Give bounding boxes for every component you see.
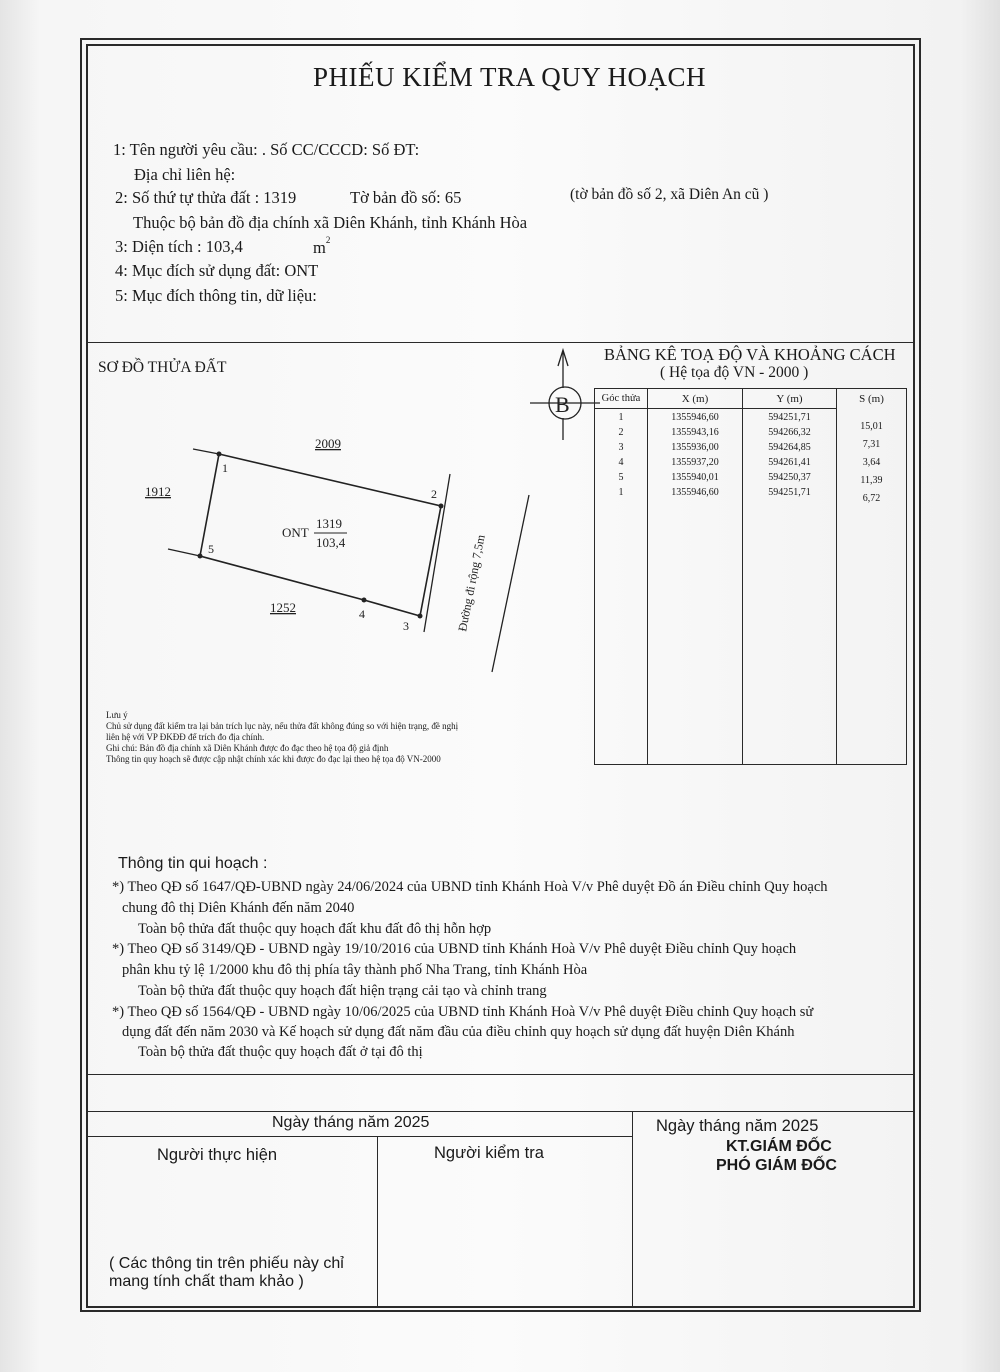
neighbor-label-bottom: 1252 bbox=[270, 600, 296, 615]
table-cell: 7,31 bbox=[862, 438, 881, 450]
notes-title: Lưu ý bbox=[106, 710, 128, 720]
notes-line-2: liên hệ với VP ĐKĐĐ để trích đo địa chính. bbox=[106, 732, 265, 742]
table-cell: 6,72 bbox=[862, 492, 881, 504]
table-cell: 594250,37 bbox=[768, 472, 811, 483]
road-edge-2 bbox=[492, 495, 529, 672]
table-cell: 3,64 bbox=[862, 456, 881, 468]
table-row: 5 bbox=[618, 472, 624, 483]
parcel-area-label: 103,4 bbox=[316, 535, 346, 550]
table-cell: 11,39 bbox=[860, 474, 883, 486]
planning-p1-line-a: *) Theo QĐ số 1647/QĐ-UBND ngày 24/06/2024 của UBND tỉnh Khánh Hoà V/v Phê duyệt Đồ án Điều chỉnh Quy hoạch bbox=[112, 879, 828, 895]
signature-divider-2 bbox=[632, 1111, 633, 1308]
neighbor-label-top: 2009 bbox=[315, 436, 341, 451]
planning-separator bbox=[86, 1074, 915, 1075]
address-line: Địa chỉ liên hệ: bbox=[134, 165, 236, 184]
parcel-number-label: 1319 bbox=[316, 516, 342, 531]
signature-divider-1 bbox=[377, 1136, 378, 1308]
table-row: 3 bbox=[618, 442, 624, 453]
planning-p2-line-b: phân khu tỷ lệ 1/2000 khu đô thị phía tây thành phố Nha Trang, tỉnh Khánh Hòa bbox=[122, 962, 588, 978]
planning-p3-line-c: Toàn bộ thửa đất thuộc quy hoạch đất ở tại đô thị bbox=[138, 1044, 423, 1060]
disclaimer-line-1: ( Các thông tin trên phiếu này chỉ bbox=[109, 1255, 344, 1272]
vertex-label-3: 3 bbox=[403, 619, 409, 633]
table-cell: 594264,85 bbox=[768, 442, 811, 453]
table-row: 2 bbox=[618, 427, 624, 438]
coord-col-s bbox=[837, 409, 907, 765]
table-cell: 1355936,00 bbox=[671, 442, 719, 453]
signature-date-left: Ngày tháng năm 2025 bbox=[272, 1114, 430, 1131]
coord-header-x: X (m) bbox=[648, 389, 743, 409]
neighbor-line-left bbox=[168, 549, 200, 556]
planning-p1-line-b: chung đô thị Diên Khánh đến năm 2040 bbox=[122, 900, 355, 916]
requester-line: 1: Tên người yêu cầu: . Số CC/CCCD: Số ĐT: bbox=[113, 140, 420, 159]
neighbor-label-left: 1912 bbox=[145, 484, 171, 499]
coord-col-x bbox=[648, 409, 743, 765]
planning-p2-line-c: Toàn bộ thửa đất thuộc quy hoạch đất hiện trạng cải tạo và chỉnh trang bbox=[138, 983, 547, 999]
vertex-dot-2 bbox=[439, 504, 444, 509]
coord-col-corner bbox=[595, 409, 648, 765]
land-type-label: ONT bbox=[282, 525, 309, 540]
vertex-label-1: 1 bbox=[222, 461, 228, 475]
road-label: Đường đi rộng 7,5m bbox=[455, 533, 488, 633]
director-title-2: PHÓ GIÁM ĐỐC bbox=[716, 1157, 837, 1174]
notes-line-4: Thông tin quy hoạch sẽ được cập nhật chính xác khi được đo đạc lại theo hệ tọa độ VN-2000 bbox=[106, 754, 441, 764]
area-line: 3: Diện tích : 103,4 bbox=[115, 237, 243, 256]
planning-p3-line-a: *) Theo QĐ số 1564/QĐ - UBND ngày 10/06/2025 của UBND tỉnh Khánh Hoà V/v Phê duyệt Điều chỉnh Quy hoạch sử bbox=[112, 1004, 814, 1020]
road-edge-1 bbox=[424, 474, 450, 632]
vertex-label-2: 2 bbox=[431, 487, 437, 501]
coord-table-subtitle: ( Hệ tọa độ VN - 2000 ) bbox=[660, 364, 809, 381]
vertex-label-4: 4 bbox=[359, 607, 365, 621]
neighbor-line-top bbox=[193, 449, 219, 454]
vertex-dot-3 bbox=[418, 614, 423, 619]
table-cell: 594261,41 bbox=[768, 457, 811, 468]
planning-heading: Thông tin qui hoạch : bbox=[118, 855, 268, 872]
coord-table-title: BẢNG KÊ TOẠ ĐỘ VÀ KHOẢNG CÁCH bbox=[604, 345, 896, 364]
coord-body-row bbox=[595, 409, 907, 765]
table-cell: 594251,71 bbox=[768, 412, 811, 423]
signature-date-separator bbox=[86, 1136, 632, 1137]
table-cell: 1355937,20 bbox=[671, 457, 719, 468]
coord-header-corner: Góc thửa bbox=[595, 389, 648, 409]
table-cell: 594251,71 bbox=[768, 487, 811, 498]
table-cell: 1355940,01 bbox=[671, 472, 719, 483]
performer-label: Người thực hiện bbox=[157, 1146, 278, 1164]
table-cell: 1355943,16 bbox=[671, 427, 719, 438]
coord-table bbox=[594, 388, 907, 765]
coord-col-y bbox=[743, 409, 837, 765]
vertex-label-5: 5 bbox=[208, 542, 214, 556]
notes-block bbox=[106, 710, 458, 765]
signature-date-right: Ngày tháng năm 2025 bbox=[656, 1117, 819, 1135]
info-purpose-line: 5: Mục đích thông tin, dữ liệu: bbox=[115, 286, 317, 305]
disclaimer-line-2: mang tính chất tham khảo ) bbox=[109, 1273, 304, 1290]
table-row: 1 bbox=[618, 412, 624, 423]
area-unit: $m^2$ bbox=[313, 234, 331, 257]
table-row: 4 bbox=[618, 457, 624, 468]
vertex-dot-4 bbox=[362, 598, 367, 603]
diagram-heading: SƠ ĐỒ THỬA ĐẤT bbox=[98, 359, 227, 376]
document-title: PHIẾU KIỂM TRA QUY HOẠCH bbox=[313, 62, 707, 92]
table-row: 1 bbox=[618, 487, 624, 498]
table-cell: 15,01 bbox=[860, 420, 883, 432]
coord-header-y: Y (m) bbox=[743, 389, 837, 409]
planning-p2-line-a: *) Theo QĐ số 3149/QĐ - UBND ngày 19/10/2016 của UBND tỉnh Khánh Hoà V/v Phê duyệt Điều chỉnh Quy hoạch bbox=[112, 941, 797, 957]
planning-p1-line-c: Toàn bộ thửa đất thuộc quy hoạch đất khu đất đô thị hỗn hợp bbox=[138, 921, 492, 937]
notes-line-3: Ghi chú: Bản đồ địa chính xã Diên Khánh được đo đạc theo hệ tọa độ giả định bbox=[106, 743, 389, 753]
land-use-purpose-line: 4: Mục đích sử dụng đất: ONT bbox=[115, 261, 319, 280]
signature-top-separator bbox=[86, 1111, 915, 1112]
vertex-dot-5 bbox=[198, 554, 203, 559]
vertex-dot-1 bbox=[217, 452, 222, 457]
coord-header-s: S (m) bbox=[837, 389, 907, 409]
table-cell: 1355946,60 bbox=[671, 487, 719, 498]
north-label: B bbox=[555, 392, 570, 417]
belongs-line: Thuộc bộ bản đồ địa chính xã Diên Khánh, tỉnh Khánh Hòa bbox=[133, 213, 528, 232]
map-sheet-line: Tờ bản đồ số: 65 bbox=[350, 188, 462, 207]
old-map-sheet-note: (tờ bản đồ số 2, xã Diên An cũ ) bbox=[570, 186, 769, 203]
table-cell: 594266,32 bbox=[768, 427, 811, 438]
director-title-1: KT.GIÁM ĐỐC bbox=[726, 1138, 832, 1155]
checker-label: Người kiểm tra bbox=[434, 1144, 544, 1162]
table-cell: 1355946,60 bbox=[671, 412, 719, 423]
parcel-number-line: 2: Số thứ tự thửa đất : 1319 bbox=[115, 188, 297, 207]
planning-p3-line-b: dụng đất đến năm 2030 và Kế hoạch sử dụng đất năm đầu của điều chỉnh quy hoạch sử dụng đất huyện Diên Khánh bbox=[122, 1024, 795, 1040]
notes-line-1: Chủ sử dụng đất kiểm tra lại bản trích lục này, nếu thửa đất không đúng so với hiện trạng, đề nghị bbox=[106, 721, 459, 731]
